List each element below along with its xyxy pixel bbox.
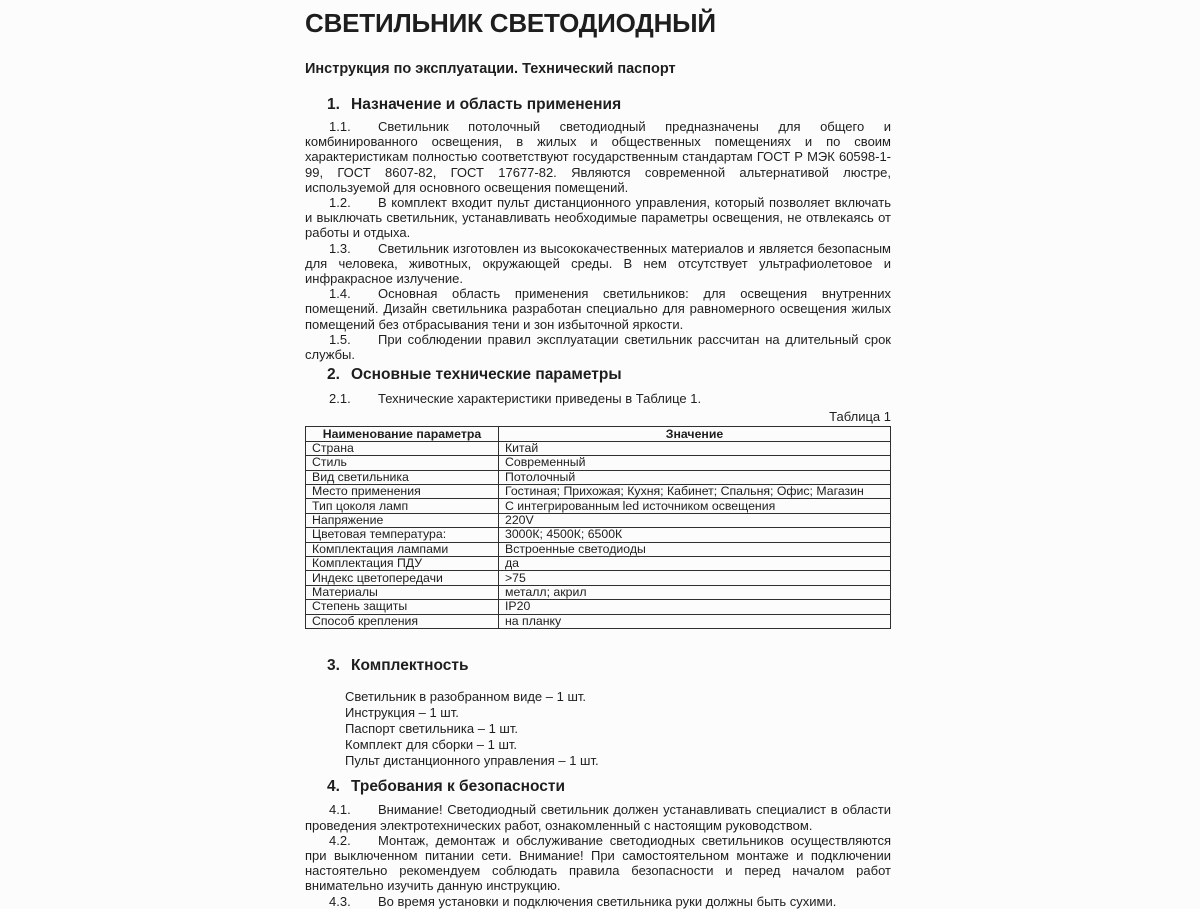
section-2-heading xyxy=(305,365,891,384)
param-value-cell: металл; акрил xyxy=(499,585,891,599)
col-header-value: Значение xyxy=(499,427,891,441)
paragraph-1-4 xyxy=(305,286,891,332)
section-4-body xyxy=(305,802,891,908)
param-value-cell: Современный xyxy=(499,456,891,470)
paragraph-text: Светильник изготовлен из высококачественных материалов и является безопасным для человека, животных, окружающей среды. В нем отсутствует ультрафиолетовое и инфракрасное излучение. xyxy=(305,240,891,287)
paragraph-2-1 xyxy=(305,391,891,406)
paragraph-1-2 xyxy=(305,195,891,241)
paragraph-text: При соблюдении правил эксплуатации светильник рассчитан на длительный срок службы. xyxy=(305,331,891,363)
table-row xyxy=(306,556,891,570)
section-2-title: Основные технические параметры xyxy=(351,366,622,384)
param-value-cell: 220V xyxy=(499,513,891,527)
param-name-cell: Комплектация ПДУ xyxy=(306,556,499,570)
section-4-title: Требования к безопасности xyxy=(351,778,566,796)
paragraph-text: Монтаж, демонтаж и обслуживание светодиодных светильников осуществляются при выключенном питании сети. Внимание! При самостоятельном монтаже и подключении настоятельно рекомендуем соблюдать правила безопасности и перед началом работ внимательно изучить данную инструкцию. xyxy=(305,832,891,894)
table-row xyxy=(306,542,891,556)
paragraph-1-5 xyxy=(305,332,891,362)
section-4-heading xyxy=(305,777,891,796)
section-4-number: 4. xyxy=(327,778,340,796)
param-name-cell: Цветовая температура: xyxy=(306,528,499,542)
list-item: Пульт дистанционного управления – 1 шт. xyxy=(345,753,599,769)
doc-subtitle: Инструкция по эксплуатации. Технический паспорт xyxy=(305,61,676,77)
param-value-cell: 3000К; 4500К; 6500К xyxy=(499,528,891,542)
list-item: Светильник в разобранном виде – 1 шт. xyxy=(345,688,587,704)
paragraph-4-3 xyxy=(305,894,891,909)
param-value-cell: Китай xyxy=(499,441,891,455)
paragraph-number: 1.1. xyxy=(329,119,351,134)
param-value-cell: С интегрированным led источником освещения xyxy=(499,499,891,513)
paragraph-number: 1.4. xyxy=(329,286,351,302)
section-1-title: Назначение и область применения xyxy=(351,96,622,113)
paragraph-text: Во время установки и подключения светильника руки должны быть сухими. xyxy=(378,893,837,909)
section-3-number: 3. xyxy=(327,656,340,674)
paragraph-number: 1.5. xyxy=(329,331,351,347)
paragraph-text: В комплект входит пульт дистанционного управления, который позволяет включать и выключать светильник, устанавливать необходимые параметры освещения, не отвлекаясь от работы и отдыха. xyxy=(305,195,891,241)
param-name-cell: Комплектация лампами xyxy=(306,542,499,556)
section-2-number: 2. xyxy=(327,366,340,384)
param-name-cell: Страна xyxy=(306,441,499,455)
paragraph-number: 4.3. xyxy=(329,893,351,909)
param-name-cell: Напряжение xyxy=(306,513,499,527)
table-row xyxy=(306,456,891,470)
param-name-cell: Индекс цветопередачи xyxy=(306,571,499,585)
table-row xyxy=(306,485,891,499)
param-value-cell: Потолочный xyxy=(499,470,891,484)
document-page xyxy=(305,0,891,909)
param-value-cell: Встроенные светодиоды xyxy=(499,542,891,556)
paragraph-number: 2.1. xyxy=(329,391,351,407)
paragraph-number: 4.1. xyxy=(329,802,351,818)
param-value-cell: >75 xyxy=(499,571,891,585)
paragraph-4-2 xyxy=(305,833,891,894)
table-row xyxy=(306,600,891,614)
table-header-row xyxy=(306,427,891,441)
paragraph-number: 4.2. xyxy=(329,832,351,848)
spec-table xyxy=(305,426,891,628)
table-row xyxy=(306,499,891,513)
section-3-title: Комплектность xyxy=(351,656,469,674)
paragraph-text: Технические характеристики приведены в Таблице 1. xyxy=(378,391,702,407)
table-row xyxy=(306,585,891,599)
param-value-cell: IP20 xyxy=(499,600,891,614)
param-name-cell: Вид светильника xyxy=(306,470,499,484)
paragraph-4-1 xyxy=(305,802,891,832)
table-row xyxy=(306,470,891,484)
param-name-cell: Материалы xyxy=(306,585,499,599)
table-row xyxy=(306,528,891,542)
paragraph-number: 1.2. xyxy=(329,195,351,211)
table-caption: Таблица 1 xyxy=(829,409,891,425)
col-header-parameter: Наименование параметра xyxy=(306,427,499,441)
param-value-cell: на планку xyxy=(499,614,891,628)
section-1-body xyxy=(305,119,891,362)
param-name-cell: Способ крепления xyxy=(306,614,499,628)
section-1-number: 1. xyxy=(327,96,340,113)
param-value-cell: да xyxy=(499,556,891,570)
section-3-heading xyxy=(305,656,891,675)
paragraph-text: Основная область применения светильников: для освещения внутренних помещений. Дизайн светильника разработан специально для равномерного освещения жилых помещений без отбрасывания тени и зон избыточной яркости. xyxy=(305,286,891,332)
param-name-cell: Степень защиты xyxy=(306,600,499,614)
package-contents-list xyxy=(345,689,891,769)
param-name-cell: Тип цоколя ламп xyxy=(306,499,499,513)
table-row xyxy=(306,614,891,628)
table-row xyxy=(306,513,891,527)
param-value-cell: Гостиная; Прихожая; Кухня; Кабинет; Спальня; Офис; Магазин xyxy=(499,485,891,499)
list-item: Паспорт светильника – 1 шт. xyxy=(345,721,518,737)
section-1-heading xyxy=(305,95,891,114)
param-name-cell: Место применения xyxy=(306,485,499,499)
list-item: Инструкция – 1 шт. xyxy=(345,705,459,721)
table-row xyxy=(306,571,891,585)
paragraph-text: Внимание! Светодиодный светильник должен устанавливать специалист в области проведения электротехнических работ, ознакомленный с настоящим руководством. xyxy=(305,802,891,833)
paragraph-number: 1.3. xyxy=(329,240,351,256)
doc-title: СВЕТИЛЬНИК СВЕТОДИОДНЫЙ xyxy=(305,8,716,38)
param-name-cell: Стиль xyxy=(306,456,499,470)
table-row xyxy=(306,441,891,455)
paragraph-1-1 xyxy=(305,119,891,195)
paragraph-1-3 xyxy=(305,241,891,287)
paragraph-text: Светильник потолочный светодиодный предназначены для общего и комбинированного освещения, в жилых и общественных помещениях и по своим характеристикам полностью соответствуют государственным стандартам ГОСТ Р МЭК 60598-1-99, ГОСТ 8607-82, ГОСТ 17677-82. Являются современной альтернативой люстре, используемой для основного освещения помещений. xyxy=(305,119,891,195)
list-item: Комплект для сборки – 1 шт. xyxy=(345,737,518,753)
